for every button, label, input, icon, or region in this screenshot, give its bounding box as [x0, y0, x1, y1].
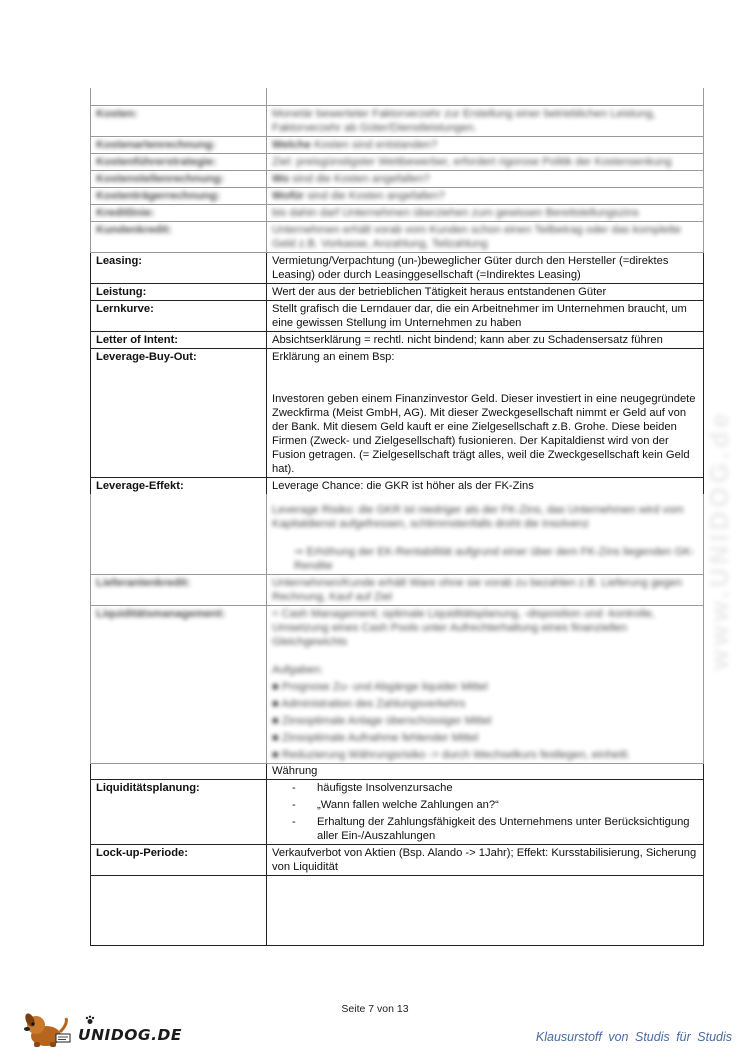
term-label: Kostenartenrechnung:: [96, 138, 216, 151]
term-label: Kreditlinie:: [96, 206, 155, 219]
definition-text: Investoren geben einem Finanzinvestor Geld. Dieser investiert in eine neugegründete Zweckfirma (Meist GmbH, AG). Mit dieser Zweckgesellschaft nimmt er Geld auf von der Bank. Mit diesem Geld kauft er eine Zielgesellschaft z.B. Grohe. Diese beiden Firmen (Zweck- und Zielgesellschaft) fusionieren. Der Kapitaldienst wird von der Fusion getragen. (= Zielgesellschaft trägt alles, weil die Zweckgesellschaft kein Geld hat).: [272, 392, 696, 475]
definition-text: Unternehmen erhält vorab vom Kunden schon einen Teilbetrag oder das komplette Geld z.B. Vorkasse, Anzahlung, Teilzahlung: [272, 223, 682, 250]
list-item: ■ Prognose Zu- und Abgänge liquider Mittel: [272, 680, 488, 693]
unidog-logo: [22, 1014, 182, 1050]
term-label: Leistung:: [96, 285, 147, 298]
table-row: [91, 221, 704, 252]
list-item: ■ Administration des Zahlungsverkehrs: [272, 697, 466, 710]
watermark: www.UNIDOG.de: [704, 409, 734, 671]
table-row: [91, 331, 704, 348]
definition-text: Währung: [272, 764, 318, 777]
term-label: Leasing:: [96, 254, 143, 267]
definition-text: Ziel: preisgünstigster Wettbewerber, erfordert rigorose Politik der Kostensenkung: [272, 155, 672, 168]
term-label: Kostenstellenrechnung:: [96, 172, 225, 185]
table-row: [91, 204, 704, 221]
definition-text: Absichtserklärung = rechtl. nicht bindend; kann aber zu Schadensersatz führen: [272, 333, 663, 346]
term-label: Lieferantenkredit:: [96, 576, 191, 589]
definition-text: Wo sind die Kosten angefallen?: [272, 172, 430, 185]
list-item: ■ Zinsoptimale Aufnahme fehlender Mittel: [272, 731, 479, 744]
term-label: Kostenträgerrechnung:: [96, 189, 221, 202]
table-row: [91, 283, 704, 300]
definition-text: Aufgaben:: [272, 663, 324, 676]
table-row: [91, 875, 704, 945]
table-row: [91, 574, 704, 605]
definition-text: Erklärung an einem Bsp:: [272, 350, 395, 363]
page-number: Seite 7 von 13: [341, 1003, 409, 1015]
definition-text: = Cash Management; optimale Liquiditätsplanung, -disposition und -kontrolle, Umsetzung eines Cash Pools unter Aufrechterhaltung eines finanziellen Gleichgewichts: [272, 607, 655, 648]
definition-text: Leverage Risiko: die GKR ist niedriger als der FK-Zins, das Unternehmen wird vom Kapitaldienst aufgefressen, schlimmstenfalls droht die Insolvenz: [272, 503, 684, 530]
logo-text: UNIDOG.DE: [78, 1026, 182, 1044]
dog-icon: [22, 1010, 80, 1050]
definition-text: Wert der aus der betrieblichen Tätigkeit heraus entstandenen Güter: [272, 285, 607, 298]
definition-text: Stellt grafisch die Lerndauer dar, die ein Arbeitnehmer im Unternehmen braucht, um eine gewissen Stellung im Unternehmen zu haben: [272, 302, 687, 329]
paw-icon: [85, 1015, 95, 1025]
term-label: Kostenführerstrategie:: [96, 155, 217, 168]
table-row: [91, 477, 704, 494]
table-row: [91, 844, 704, 875]
term-label: Liquiditätsplanung:: [96, 781, 200, 794]
definition-text: bis dahin darf Unternehmen überziehen zum gewissen Bereitstellungszins: [272, 206, 639, 219]
term-label: Lernkurve:: [96, 302, 154, 315]
tagline: Klausurstoff von Studis für Studis: [535, 1030, 732, 1044]
table-row: [91, 348, 704, 477]
table-row: [91, 105, 704, 136]
list-item: - Erhaltung der Zahlungsfähigkeit des Unternehmens unter Berücksichtigung aller Ein-/Auszahlungen: [292, 815, 690, 842]
list-item: ■ Reduzierung Währungsrisiko -> durch Wechselkurs festlegen, einheitl.: [272, 748, 631, 761]
definition-text: Welche Kosten sind entstanden?: [272, 138, 438, 151]
table-row: [91, 252, 704, 283]
definition-text: Vermietung/Verpachtung (un-)beweglicher Güter durch den Hersteller (=direktes Leasing) oder durch Leasinggesellschaft (=Indirektes Leasing): [272, 254, 669, 281]
definition-text: Verkaufverbot von Aktien (Bsp. Alando -> 1Jahr); Effekt: Kursstabilisierung, Sicherung von Liquidität: [272, 846, 697, 873]
term-label: Lock-up-Periode:: [96, 846, 188, 859]
table-row: [91, 494, 704, 575]
term-label: Leverage-Buy-Out:: [96, 350, 197, 363]
definition-text: Leverage Chance: die GKR ist höher als der FK-Zins: [272, 479, 534, 492]
table-row: [91, 153, 704, 170]
definition-text: Wofür sind die Kosten angefallen?: [272, 189, 445, 202]
term-label: Liquiditätsmanagement:: [96, 607, 226, 620]
term-label: Kundenkredit:: [96, 223, 172, 236]
list-item: - häufigste Insolvenzursache: [292, 781, 453, 794]
term-label: Leverage-Effekt:: [96, 479, 184, 492]
table-row: [91, 779, 704, 844]
table-row: [91, 136, 704, 153]
glossary-table: [90, 88, 704, 946]
table-row: [91, 187, 704, 204]
definition-text: Unternehmen/Kunde erhält Ware ohne sie vorab zu bezahlen z.B. Lieferung gegen Rechnung, Kauf auf Ziel: [272, 576, 683, 603]
table-row: [91, 605, 704, 763]
term-label: Letter of Intent:: [96, 333, 179, 346]
term-label: Kosten:: [96, 107, 138, 120]
list-item: ■ Zinsoptimale Anlage überschüssiger Mittel: [272, 714, 492, 727]
table-row: [91, 300, 704, 331]
list-item: - „Wann fallen welche Zahlungen an?“: [292, 798, 499, 811]
table-row: [91, 88, 704, 105]
definition-text: Monetär bewerteter Faktorverzehr zur Erstellung einer betrieblichen Leistung, Faktorverzehr ab Güter/Dienstleistungen.: [272, 107, 656, 134]
definition-text: ⇒ Erhöhung der EK-Rentabilität aufgrund einer über dem FK-Zins liegenden GK-Rendite: [294, 545, 695, 572]
table-row: [91, 170, 704, 187]
table-row: [91, 763, 704, 779]
